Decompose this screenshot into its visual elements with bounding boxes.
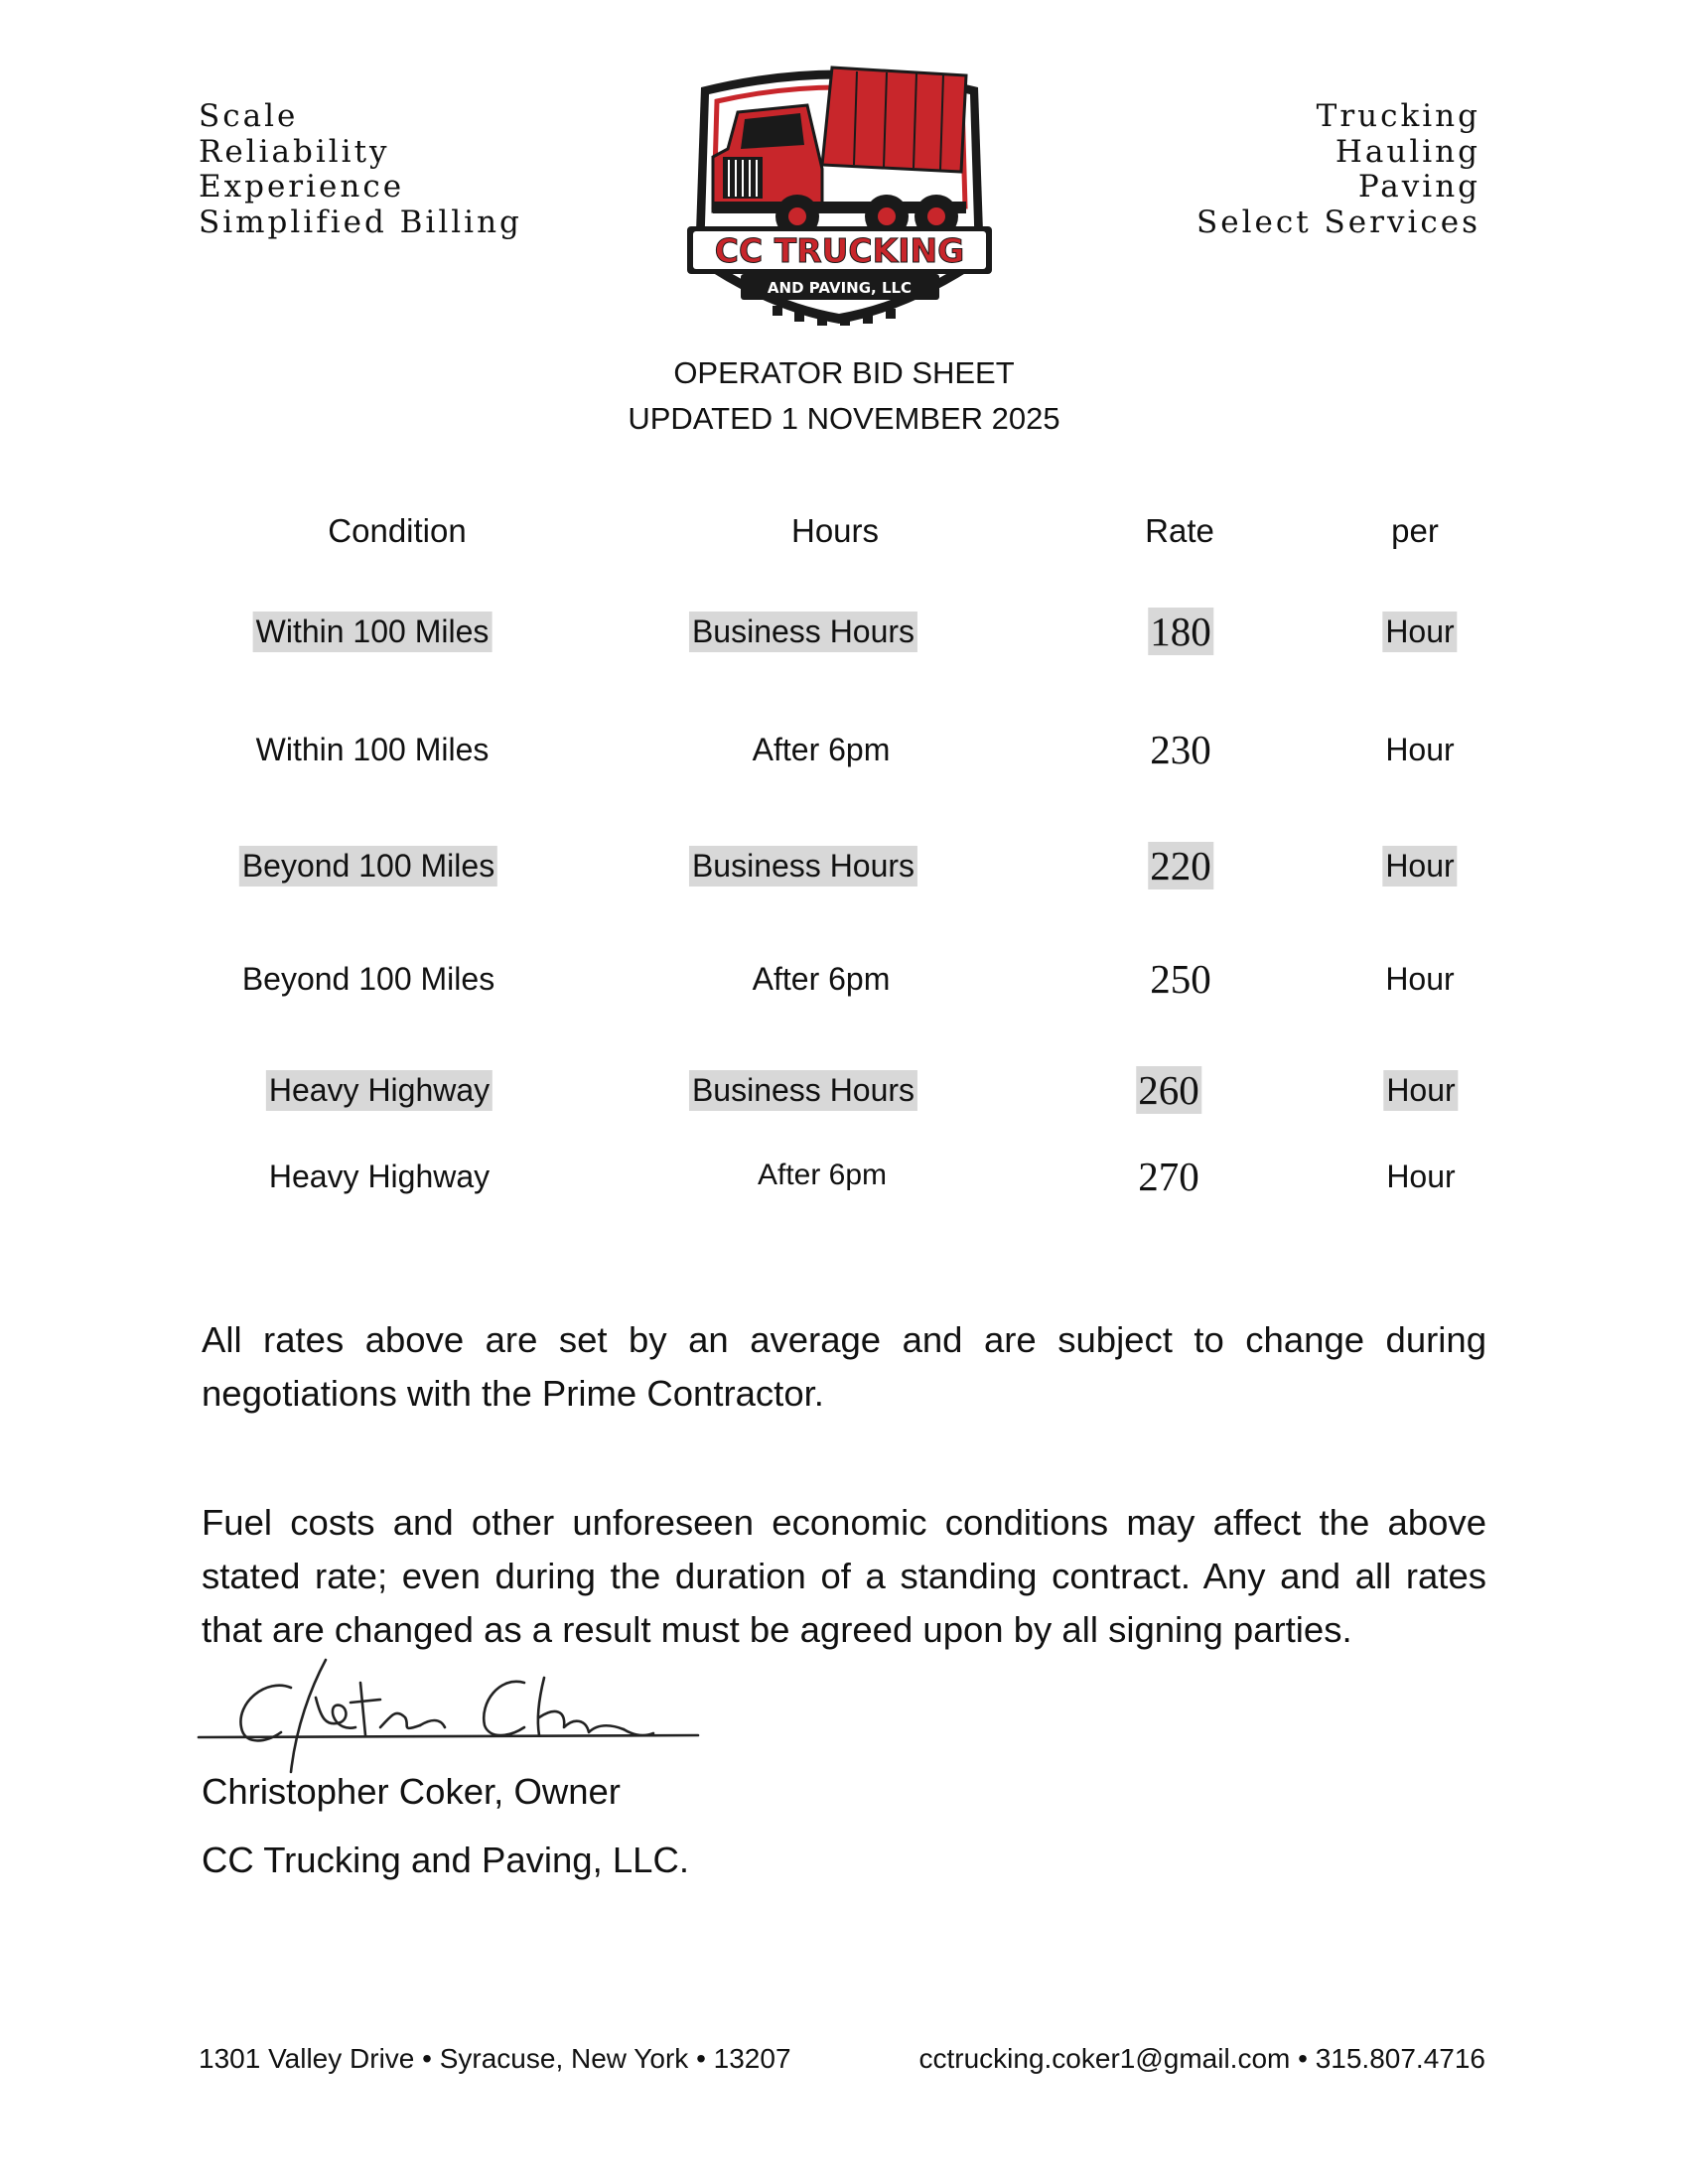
right-service-item: Paving [1357,169,1480,205]
page-subtitle: UPDATED 1 NOVEMBER 2025 [628,401,1060,436]
footer-address: 1301 Valley Drive • Syracuse, New York • 13207 [199,2043,791,2074]
row3-condition: Beyond 100 Miles [239,846,497,887]
signer-name: Christopher Coker, Owner [202,1771,621,1812]
fuel-costs-paragraph: Fuel costs and other unforeseen economic conditions may affect the above stated rate; even during the duration of a standing contract. Any and all rates that are changed as a result must be agreed upon by all signing parties. [202,1502,1486,1650]
row2-hours: After 6pm [752,732,891,767]
row1-per: Hour [1382,612,1457,652]
row6-hours: After 6pm [757,1159,888,1191]
column-header-condition: Condition [328,512,467,549]
logo-name-line1: CC TRUCKING [714,231,965,270]
row5-hours: Business Hours [689,1070,917,1111]
row3-per: Hour [1382,846,1457,887]
row2-condition: Within 100 Miles [255,732,490,767]
right-service-item: Select Services [1196,204,1480,240]
handwritten-signature [197,1648,713,1777]
row1-condition: Within 100 Miles [253,612,492,652]
left-tagline-item: Experience [199,169,405,205]
rates-note-paragraph: All rates above are set by an average and are subject to change during negotiations with the Prime Contractor. [202,1319,1486,1414]
row5-per: Hour [1383,1070,1458,1111]
signer-company: CC Trucking and Paving, LLC. [202,1840,689,1880]
row4-rate: 250 [1150,956,1211,1002]
row6-per: Hour [1386,1159,1456,1194]
right-service-item: Trucking [1316,98,1480,134]
column-header-rate: Rate [1145,512,1214,549]
company-logo [683,58,996,328]
left-tagline-item: Simplified Billing [199,204,522,240]
row6-rate: 270 [1138,1154,1199,1199]
row4-condition: Beyond 100 Miles [241,961,495,997]
right-service-item: Hauling [1335,133,1480,170]
row1-hours: Business Hours [689,612,917,652]
page-title: OPERATOR BID SHEET [673,355,1015,390]
left-tagline-list [199,99,522,240]
row1-rate: 180 [1150,609,1211,654]
row6-condition: Heavy Highway [268,1159,491,1194]
footer-contact: cctrucking.coker1@gmail.com • 315.807.4716 [918,2043,1485,2074]
row4-hours: After 6pm [752,961,891,997]
left-tagline-item: Scale [199,98,299,134]
column-header-per: per [1391,512,1439,549]
column-header-hours: Hours [790,512,880,549]
right-services-list [1196,99,1480,240]
row4-per: Hour [1385,961,1455,997]
row3-hours: Business Hours [689,846,917,887]
row5-condition: Heavy Highway [266,1070,492,1111]
row2-per: Hour [1385,732,1455,767]
row2-rate: 230 [1150,727,1211,772]
left-tagline-item: Reliability [199,133,390,170]
row5-rate: 260 [1138,1067,1199,1113]
row3-rate: 220 [1150,843,1211,888]
logo-name-line2: AND PAVING, LLC [767,279,913,297]
